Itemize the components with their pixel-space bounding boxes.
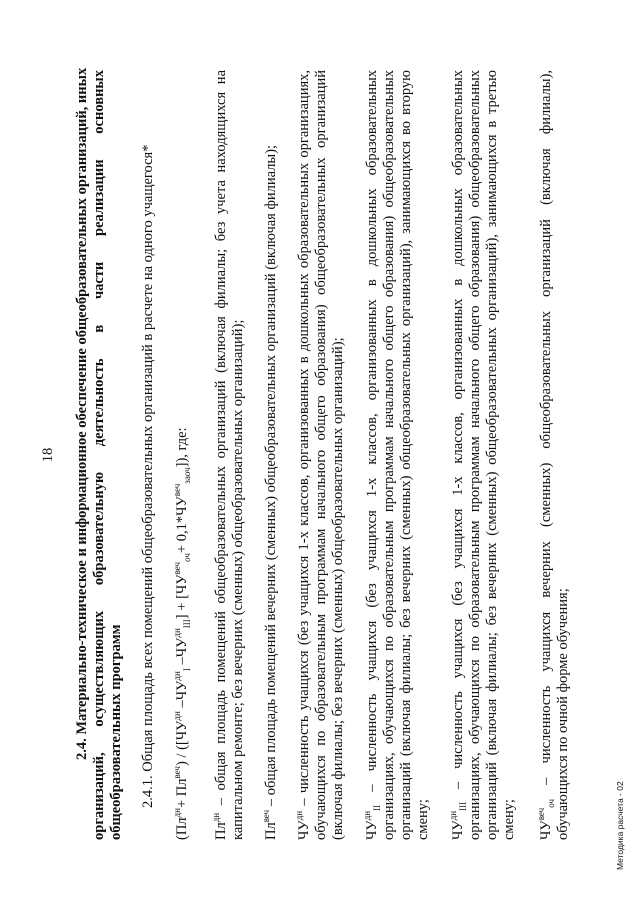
definition-chu-vech-och-line-2: обучающихся по очной форме обучения;	[555, 588, 571, 840]
definition-chu-dn-3-line-1: $ЧУ^{дн}_{III}$ – численность учащихся (без учащихся 1-х классов, организованных в дошкольных образовательных	[448, 70, 468, 840]
definition-pl-vech: $Пл^{веч}$ – общая площадь помещений вечерних (сменных) общеобразовательных организаций (включая филиалы);	[261, 144, 279, 840]
definition-chu-dn-line-1: $ЧУ^{дн}$ – численность учащихся (без учащихся 1-х классов, организованных в дошкольных образовательных организациях,	[294, 70, 312, 840]
definition-chu-dn-line-3: (включая филиалы; без вечерних (сменных) общеобразовательных организаций);	[330, 337, 346, 840]
section-heading-line-2: организаций, осуществляющих образовательную деятельность в части реализации основных	[91, 70, 107, 840]
definition-chu-dn-2-line-2: организациях, обучающихся по образовательным программам начального общего образования) общеобразовательных	[381, 70, 397, 840]
footer-note: Методика расчета - 02	[615, 781, 625, 870]
definition-chu-dn-3-line-3: организаций (включая филиалы; без вечерних (сменных) общеобразовательных организаций), занимающихся в третью	[484, 70, 500, 840]
definition-chu-dn-line-2: обучающихся по образовательным программам начального общего образования) общеобразовательных организаций	[313, 70, 329, 840]
definition-chu-vech-och-line-1: $ЧУ^{веч}_{оч}$ – численность учащихся вечерних (сменных) общеобразовательных организаций (включая филиалы),	[536, 70, 556, 840]
definition-pl-dn-line-2: капитальном ремонте; без вечерних (сменных) общеобразовательных организаций);	[230, 319, 246, 840]
definition-chu-dn-3-line-4: смену;	[501, 799, 517, 840]
intro-paragraph: 2.4.1. Общая площадь всех помещений общеобразовательных организаций в расчете на одного учащегося*	[140, 144, 156, 808]
section-heading-line-3: общеобразовательных программ	[108, 624, 124, 840]
definition-chu-dn-2-line-3: организаций (включая филиалы; без вечерних (сменных) общеобразовательных организаций), занимающихся во вторую	[398, 70, 414, 840]
section-heading-line-1: 2.4. Материально-техническое и информационное обеспечение общеобразовательных организаций, иных	[74, 67, 90, 760]
page-number: 18	[40, 447, 56, 463]
formula: $(Пл^{дн}+ Пл^{веч}) / ([ЧУ^{дн}$ $-ЧУ^{дн}_I$ $-ЧУ^{дн}_{III}] + [ЧУ^{веч}_{оч}+ 0,1*ЧУ^{веч}_{заоч}]$), где:	[172, 427, 192, 840]
definition-pl-dn-line-1: $Пл^{дн}$ – общая площадь помещений общеобразовательных организаций (включая филиалы; без учета находящихся на	[211, 70, 229, 840]
definition-chu-dn-2-line-1: $ЧУ^{дн}_{II}$ – численность учащихся (без учащихся 1-х классов, организованных в дошкольных образовательных	[362, 70, 382, 840]
definition-chu-dn-2-line-4: смену;	[415, 799, 431, 840]
definition-chu-dn-3-line-2: организациях, обучающихся по образовательным программам начального общего образования) общеобразовательных	[467, 70, 483, 840]
